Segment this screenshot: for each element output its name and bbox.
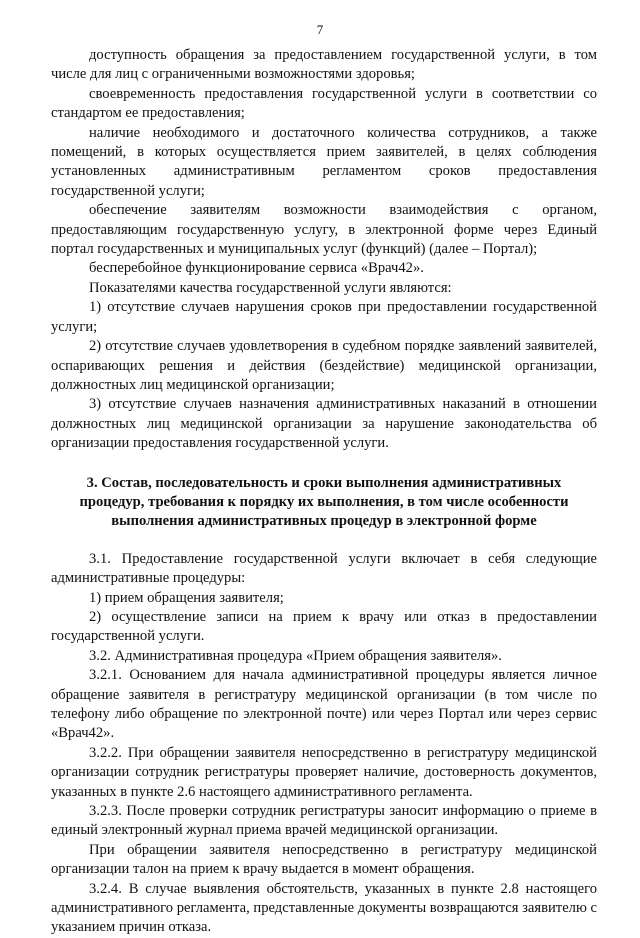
paragraph: наличие необходимого и достаточного количества сотрудников, а также помещений, в которых осуществляется прием заявителей, в целях соблюдения установленных административным регламентом сроков предоставления государственной услуги; <box>51 124 597 199</box>
list-item: 2) отсутствие случаев удовлетворения в судебном порядке заявлений заявителей, оспаривающих решения и действия (бездействие) медицинской организации, должностных лиц медицинской организации; <box>51 338 597 393</box>
section-heading: 3. Состав, последовательность и сроки выполнения административных процедур, требования к порядку их выполнения, в том числе особенности выполнения административных процедур в электронной форме <box>79 474 569 530</box>
paragraph: доступность обращения за предоставлением государственной услуги, в том числе для лиц с ограниченными возможностями здоровья; <box>51 47 597 83</box>
paragraph: 3.2.1. Основанием для начала административной процедуры является личное обращение заявителя в регистратуру медицинской организации (в том числе по телефону либо обращение по электронной почте) или через Портал или через сервис «Врач42». <box>51 667 597 742</box>
paragraph: Показателями качества государственной услуги являются: <box>89 279 452 296</box>
document-body <box>51 46 597 938</box>
list-item: 3) отсутствие случаев назначения административных наказаний в отношении должностных лиц медицинской организации за нарушение законодательства об организации предоставления государственной услуги. <box>51 396 597 452</box>
paragraph: 3.2. Административная процедура «Прием обращения заявителя». <box>89 647 502 664</box>
paragraph: 3.2.2. При обращении заявителя непосредственно в регистратуру медицинской организации сотрудник регистратуры проверяет наличие, достоверность документов, указанных в пункте 2.6 настоящего административного регламента. <box>51 744 597 800</box>
paragraph: При обращении заявителя непосредственно в регистратуру медицинской организации талон на прием к врачу выдается в момент обращения. <box>51 841 597 878</box>
paragraph: 3.1. Предоставление государственной услуги включает в себя следующие административные процедуры: <box>51 550 597 587</box>
paragraph: бесперебойное функционирование сервиса «Врач42». <box>89 260 424 277</box>
paragraph: 3.2.4. В случае выявления обстоятельств, указанных в пункте 2.8 настоящего административного регламента, представленные документы возвращаются заявителю с указанием причин отказа. <box>51 880 597 936</box>
page-number: 7 <box>316 22 324 37</box>
list-item: 1) отсутствие случаев нарушения сроков при предоставлении государственной услуги; <box>51 299 597 335</box>
list-item: 1) прием обращения заявителя; <box>89 589 284 606</box>
paragraph: 3.2.3. После проверки сотрудник регистратуры заносит информацию о приеме в единый электронный журнал приема врачей медицинской организации. <box>51 803 597 839</box>
paragraph: обеспечение заявителям возможности взаимодействия с органом, предоставляющим государственную услугу, в электронной форме через Единый портал государственных и муниципальных услуг (функций) (далее – Портал); <box>51 202 597 258</box>
paragraph: своевременность предоставления государственной услуги в соответствии со стандартом ее предоставления; <box>51 85 597 122</box>
list-item: 2) осуществление записи на прием к врачу или отказ в предоставлении государственной услуги. <box>51 608 597 645</box>
